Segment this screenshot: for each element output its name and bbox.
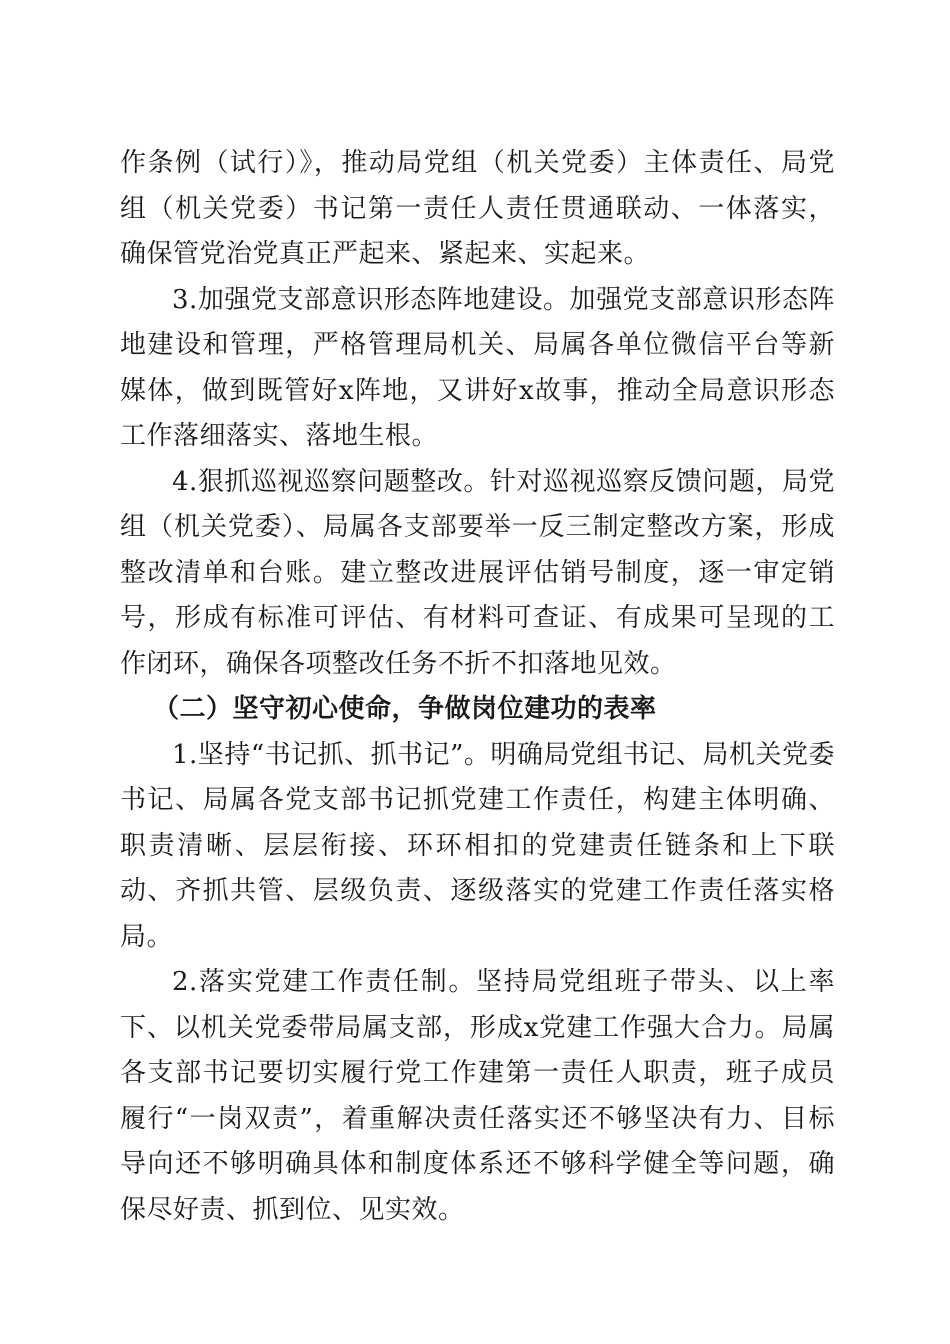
document-body [120, 141, 835, 1233]
paragraph-item-1: 1.坚持“书记抓、抓书记”。明确局党组书记、局机关党委书记、局属各党支部书记抓党建工作责任，构建主体明确、职责清晰、层层衔接、环环相扣的党建责任链条和上下联动、齐抓共管、层级负责、逐级落实的党建工作责任落实格局。 [120, 739, 835, 952]
paragraph-item-4: 4.狠抓巡视巡察问题整改。针对巡视巡察反馈问题，局党组（机关党委）、局属各支部要举一反三制定整改方案，形成整改清单和台账。建立整改进展评估销号制度，逐一审定销号，形成有标准可评估、有材料可查证、有成果可呈现的工作闭环，确保各项整改任务不折不扣落地见效。 [120, 466, 835, 679]
section-heading: （二）坚守初心使命，争做岗位建功的表率 [153, 694, 657, 724]
paragraph-item-2: 2.落实党建工作责任制。坚持局党组班子带头、以上率下、以机关党委带局属支部，形成x党建工作强大合力。局属各支部书记要切实履行党工作建第一责任人职责，班子成员履行“一岗双责”，着重解决责任落实还不够坚决有力、目标导向还不够明确具体和制度体系还不够科学健全等问题，确保尽好责、抓到位、见实效。 [120, 967, 835, 1225]
paragraph-continuation: 作条例（试行）》，推动局党组（机关党委）主体责任、局党组（机关党委）书记第一责任人责任贯通联动、一体落实，确保管党治党真正严起来、紧起来、实起来。 [120, 148, 835, 269]
paragraph-item-3: 3.加强党支部意识形态阵地建设。加强党支部意识形态阵地建设和管理，严格管理局机关、局属各单位微信平台等新媒体，做到既管好x阵地，又讲好x故事，推动全局意识形态工作落细落实、落地生根。 [120, 284, 835, 451]
